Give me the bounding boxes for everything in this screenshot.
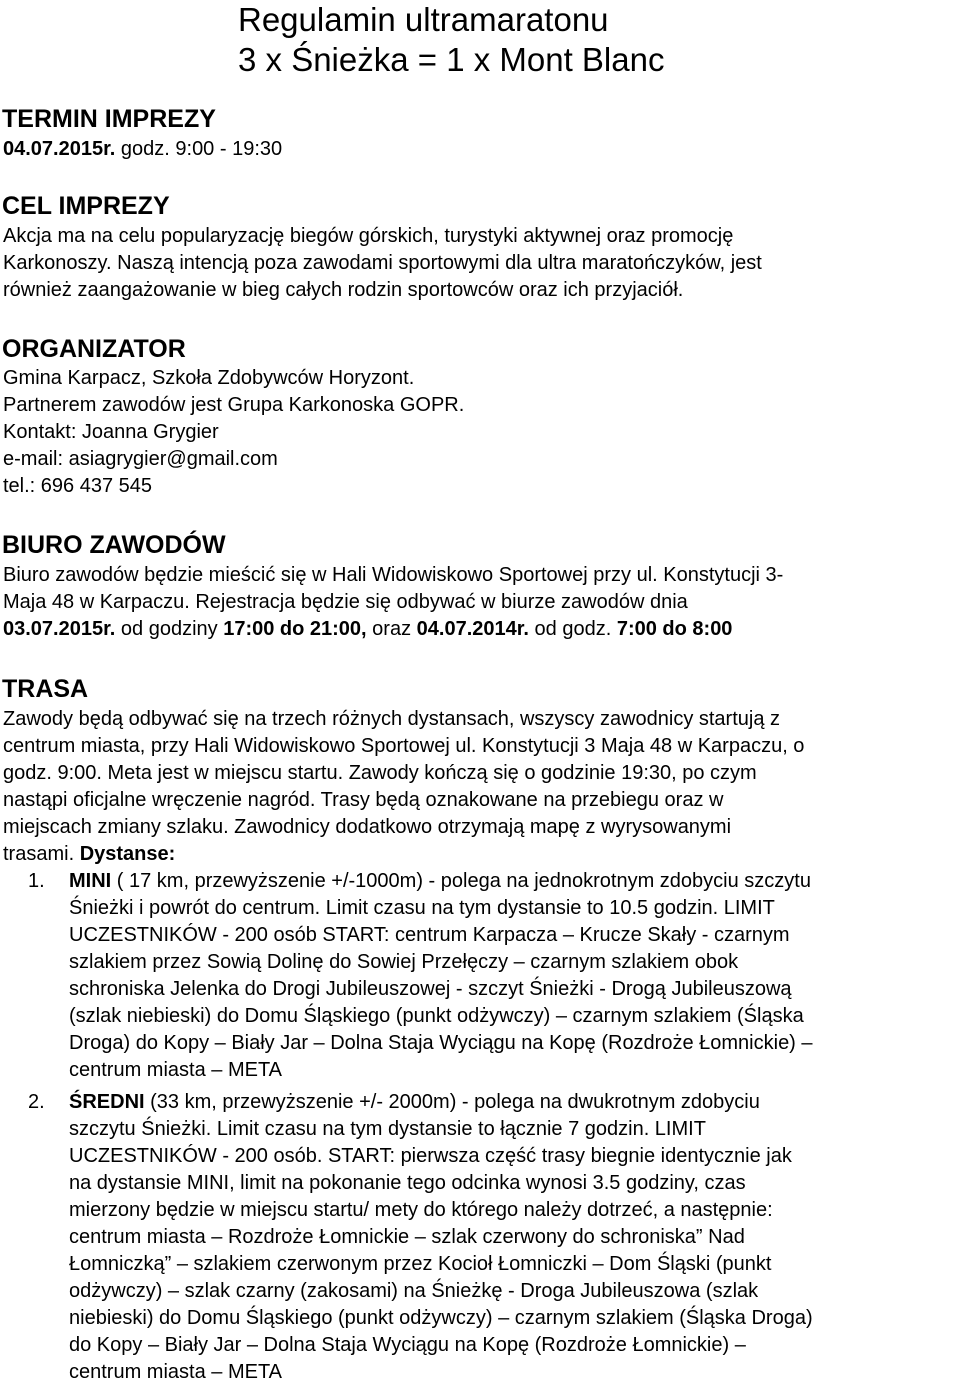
biuro-heading: BIURO ZAWODÓW [2,531,226,559]
termin-date: 04.07.2015r. [3,138,116,160]
distance-sredni-first-line [69,1089,760,1116]
termin-time: godz. 9:00 - 19:30 [115,138,283,160]
contact-phone: tel.: 696 437 545 [3,475,153,497]
termin-date-line [3,136,282,163]
distance-text: ( 17 km, przewyższenie +/-1000m) - polega na jednokrotnym zdobyciu szczytu [111,870,811,892]
distance-line: Droga) do Kopy – Biały Jar – Dolna Staja Wyciągu na Kopę (Rozdroże Łomnickie) – [69,1032,813,1054]
distance-line: schroniska Jelenka do Drogi Jubileuszowej - szczyt Śnieżki - Drogą Jubileuszową [69,978,792,1000]
distance-name: MINI [69,870,112,892]
biuro-text: oraz [372,618,417,640]
distance-number: 1. [28,870,45,892]
distance-line: UCZESTNIKÓW - 200 osób START: centrum Karpacza – Krucze Skały - czarnym [69,924,790,946]
trasa-line: nastąpi oficjalne wręczenie nagród. Trasy będą oznakowane na przebiegu oraz w [3,789,724,811]
trasa-line: Zawody będą odbywać się na trzech różnych dystansach, wszyscy zawodnicy startują z [3,708,781,730]
distance-line: odżywczy) – szlak czarny (zakosami) na Śnieżkę - Droga Jubileuszowa (szlak [69,1280,759,1302]
distance-line: niebieski) do Domu Śląskiego (punkt odżywczy) – czarnym szlakiem (Śląska Droga) [69,1307,813,1329]
cel-line: również zaangażowanie w bieg całych rodzin sportowców oraz ich przyjaciół. [3,279,684,301]
trasa-text: trasami. [3,843,80,865]
registration-hours-1: 17:00 do 21:00, [223,618,373,640]
distance-line: szczytu Śnieżki. Limit czasu na tym dystansie to łącznie 7 godzin. LIMIT [69,1118,706,1140]
trasa-line [3,841,175,868]
biuro-line: Maja 48 w Karpaczu. Rejestracja będzie się odbywać w biurze zawodów dnia [3,591,688,613]
trasa-heading: TRASA [2,675,89,703]
distance-line: szlakiem przez Sowią Dolinę do Sowiej Przełęczy – czarnym szlakiem obok [69,951,739,973]
cel-line: Akcja ma na celu popularyzację biegów górskich, turystyki aktywnej oraz promocję [3,225,734,247]
distance-line: UCZESTNIKÓW - 200 osób. START: pierwsza część trasy biegnie identycznie jak [69,1145,792,1167]
registration-hours-2: 7:00 do 8:00 [616,618,733,640]
title-line-1: Regulamin ultramaratonu [238,1,609,38]
distance-number: 2. [28,1091,45,1113]
biuro-line: Biuro zawodów będzie mieścić się w Hali Widowiskowo Sportowej przy ul. Konstytucji 3- [3,564,784,586]
organizator-line: Kontakt: Joanna Grygier [3,421,219,443]
distance-line: centrum miasta – Rozdroże Łomnickie – szlak czerwony do schroniska” Nad [69,1226,745,1248]
organizator-line: Gmina Karpacz, Szkoła Zdobywców Horyzont. [3,367,415,389]
termin-heading: TERMIN IMPREZY [2,105,216,133]
trasa-line: godz. 9:00. Meta jest w miejscu startu. Zawody kończą się o godzinie 19:30, po czym [3,762,757,784]
cel-heading: CEL IMPREZY [2,192,170,220]
distance-mini-first-line [69,868,811,895]
biuro-text: od godz. [528,618,617,640]
registration-date-1: 03.07.2015r. [3,618,116,640]
distance-line: Łomniczką” – szlakiem czerwonym przez Kocioł Łomniczki – Dom Śląski (punkt [69,1253,772,1275]
registration-date-2: 04.07.2014r. [416,618,529,640]
dystanse-label: Dystanse: [79,843,176,865]
distance-line: Śnieżki i powrót do centrum. Limit czasu na tym dystansie to 10.5 godzin. LIMIT [69,897,775,919]
distance-line: mierzony będzie w miejscu startu/ mety do którego należy dotrzeć, a następnie: [69,1199,773,1221]
document-title [238,0,960,80]
biuro-dates-line [3,616,732,643]
trasa-line: centrum miasta, przy Hali Widowiskowo Sportowej ul. Konstytucji 3 Maja 48 w Karpaczu, o [3,735,805,757]
distance-line: na dystansie MINI, limit na pokonanie tego odcinka wynosi 3.5 godziny, czas [69,1172,746,1194]
distance-line: do Kopy – Biały Jar – Dolna Staja Wyciągu na Kopę (Rozdroże Łomnickie) – [69,1334,746,1356]
contact-email: e-mail: asiagrygier@gmail.com [3,448,278,470]
distance-line: (szlak niebieski) do Domu Śląskiego (punkt odżywczy) – czarnym szlakiem (Śląska [69,1005,804,1027]
trasa-line: miejscach zmiany szlaku. Zawodnicy dodatkowo otrzymają mapę z wyrysowanymi [3,816,732,838]
cel-line: Karkonoszy. Naszą intencją poza zawodami sportowymi dla ultra maratończyków, jest [3,252,762,274]
biuro-text: od godziny [115,618,224,640]
title-line-2: 3 x Śnieżka = 1 x Mont Blanc [238,41,665,78]
distance-line: centrum miasta – META [69,1059,283,1081]
distance-line: centrum miasta – META [69,1361,283,1383]
organizator-line: Partnerem zawodów jest Grupa Karkonoska GOPR. [3,394,465,416]
distance-name: ŚREDNI [69,1091,145,1113]
distance-text: (33 km, przewyższenie +/- 2000m) - polega na dwukrotnym zdobyciu [144,1091,760,1113]
organizator-heading: ORGANIZATOR [2,335,186,363]
